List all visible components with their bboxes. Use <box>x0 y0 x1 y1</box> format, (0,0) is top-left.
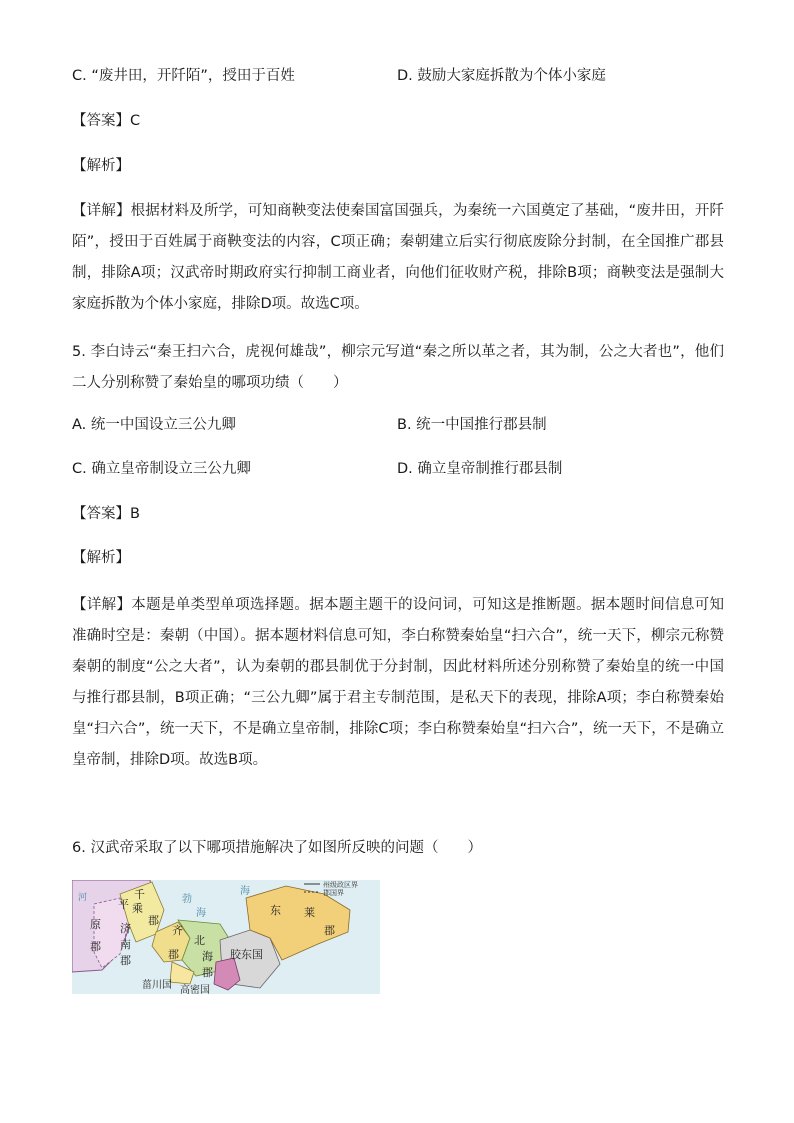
map-label: 河 <box>78 893 88 903</box>
map-label: 郡 <box>148 914 159 927</box>
q4-detail: 【详解】根据材料及所学，可知商鞅变法使秦国富国强兵，为秦统一六国奠定了基础，“废井田，开阡陌”，授田于百姓属于商鞅变法的内容，C项正确；秦朝建立后实行彻底废除分封制，在全国推广郡县制，排除A项；汉武帝时期政府实行抑制工商业者，向他们征收财产税，排除B项；商鞅变法是强制大家庭拆散为个体小家庭，排除D项。故选C项。 <box>72 203 724 312</box>
q4-option-c: C. “废井田，开阡陌”，授田于百姓 <box>72 68 295 84</box>
answer-tag: 【答案】 <box>72 113 130 129</box>
q5-option-c: C. 确立皇帝制设立三公九卿 <box>72 461 251 477</box>
q5-option-d: D. 确立皇帝制推行郡县制 <box>397 461 563 477</box>
map-label: 平 <box>118 898 129 911</box>
map-label: 齐 <box>172 924 183 937</box>
map-label: 海 <box>196 908 206 919</box>
q6-stem: 6. 汉武帝采取了以下哪项措施解决了如图所反映的问题（ ） <box>72 840 482 856</box>
q5-analysis-tag: 【解析】 <box>72 550 130 566</box>
map-label: 东 <box>270 904 281 917</box>
map-label: 北 <box>194 934 205 947</box>
map-label: 郡 <box>202 966 213 979</box>
answer-tag: 【答案】 <box>72 506 130 522</box>
map-label: 胶东国 <box>230 948 263 961</box>
q5-answer <box>72 504 140 524</box>
map-label: 郡 <box>324 924 335 937</box>
map-label: 济 <box>120 922 131 935</box>
q4-option-d: D. 鼓励大家庭拆散为个体小家庭 <box>397 68 606 84</box>
map-label: 郡 <box>90 940 101 953</box>
map-label: 南 <box>120 938 131 951</box>
map-label: 海 <box>240 886 250 897</box>
map-label: 原 <box>90 918 101 931</box>
q5-stem: 5. 李白诗云“秦王扫六合，虎视何雄哉”，柳宗元写道“秦之所以革之者，其为制，公之大者也”，他们二人分别称赞了秦始皇的哪项功绩（ ） <box>72 344 724 391</box>
map-label: 勃 <box>182 894 192 905</box>
legend-state-label: 州级政区界 <box>323 881 358 889</box>
map-label: 乘 <box>132 902 143 915</box>
map-label: 高密国 <box>180 985 210 994</box>
map-label: 郡 <box>168 948 179 961</box>
map-label: 海 <box>202 950 213 963</box>
map-label: 千 <box>134 888 145 901</box>
map-svg <box>72 880 380 994</box>
han-commanderies-map <box>72 880 380 994</box>
q4-answer <box>72 111 140 131</box>
map-label: 郡 <box>120 954 131 967</box>
q4-analysis-tag: 【解析】 <box>72 158 130 174</box>
q5-option-b: B. 统一中国推行郡县制 <box>397 417 547 433</box>
map-label: 菑川国 <box>142 980 172 991</box>
map-label: 莱 <box>304 906 315 919</box>
legend-county-label: 郡国界 <box>323 889 344 897</box>
answer-value: B <box>130 506 140 522</box>
answer-value: C <box>130 113 141 129</box>
q5-detail: 【详解】本题是单类型单项选择题。据本题主题干的设问词，可知这是推断题。据本题时间信息可知准确时空是：秦朝（中国）。据本题材料信息可知，李白称赞秦始皇“扫六合”，统一天下，柳宗元称赞秦朝的制度“公之大者”，认为秦朝的郡县制优于分封制，因此材料所述分别称赞了秦始皇的统一中国与推行郡县制，B项正确；“三公九卿”属于君主专制范围，是私天下的表现，排除A项；李白称赞秦始皇“扫六合”，统一天下，不是确立皇帝制，排除C项；李白称赞秦始皇“扫六合”，统一天下，不是确立皇帝制，排除D项。故选B项。 <box>72 597 724 768</box>
q5-option-a: A. 统一中国设立三公九卿 <box>72 417 236 433</box>
